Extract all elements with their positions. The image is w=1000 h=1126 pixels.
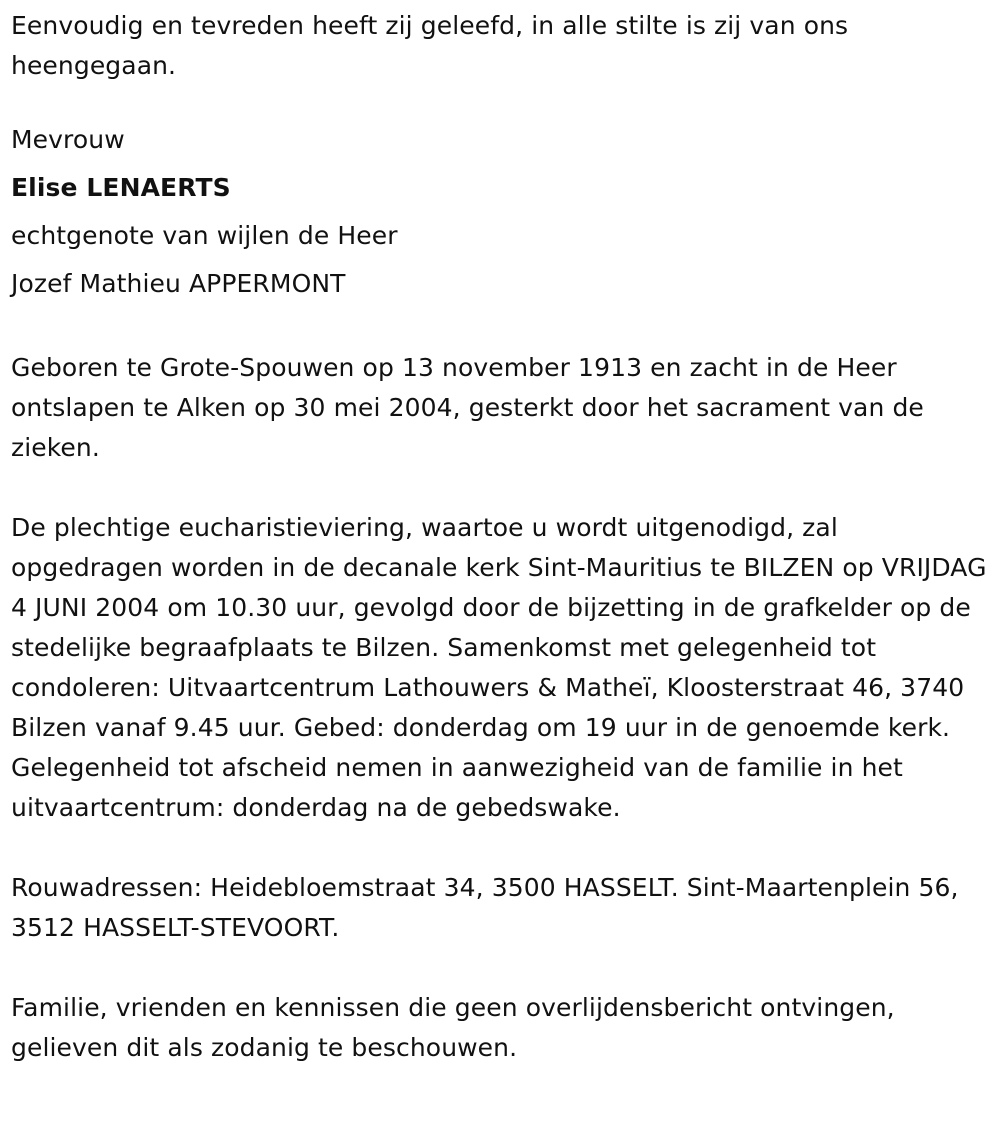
- deceased-block: [11, 116, 991, 308]
- closing-paragraph: Familie, vrienden en kennissen die geen overlijdensbericht ontvingen, gelieven dit als zodanig te beschouwen.: [11, 993, 895, 1062]
- spouse-name: Jozef Mathieu APPERMONT: [11, 269, 346, 298]
- ceremony-paragraph: De plechtige eucharistieviering, waartoe u wordt uitgenodigd, zal opgedragen worden in de decanale kerk Sint-Mauritius te BILZEN op VRIJDAG 4 JUNI 2004 om 10.30 uur, gevolgd door de bijzetting in de grafkelder op de stedelijke begraafplaats te Bilzen. Samenkomst met gelegenheid tot condoleren: Uitvaartcentrum Lathouwers & Matheï, Kloosterstraat 46, 3740 Bilzen vanaf 9.45 uur. Gebed: donderdag om 19 uur in de genoemde kerk. Gelegenheid tot afscheid nemen in aanwezigheid van de familie in het uitvaartcentrum: donderdag na de gebedswake.: [11, 513, 987, 822]
- birth-death-paragraph: Geboren te Grote-Spouwen op 13 november 1913 en zacht in de Heer ontslapen te Alken op 30 mei 2004, gesterkt door het sacrament van de zieken.: [11, 353, 924, 462]
- relation-line: echtgenote van wijlen de Heer: [11, 221, 398, 250]
- addresses-paragraph: Rouwadressen: Heidebloemstraat 34, 3500 HASSELT. Sint-Maartenplein 56, 3512 HASSELT-STEVOORT.: [11, 873, 959, 942]
- deceased-name: Elise LENAERTS: [11, 173, 231, 202]
- opening-text: Eenvoudig en tevreden heeft zij geleefd, in alle stilte is zij van ons heengegaan.: [11, 11, 849, 80]
- salutation: Mevrouw: [11, 125, 125, 154]
- obituary-notice: [11, 0, 991, 1068]
